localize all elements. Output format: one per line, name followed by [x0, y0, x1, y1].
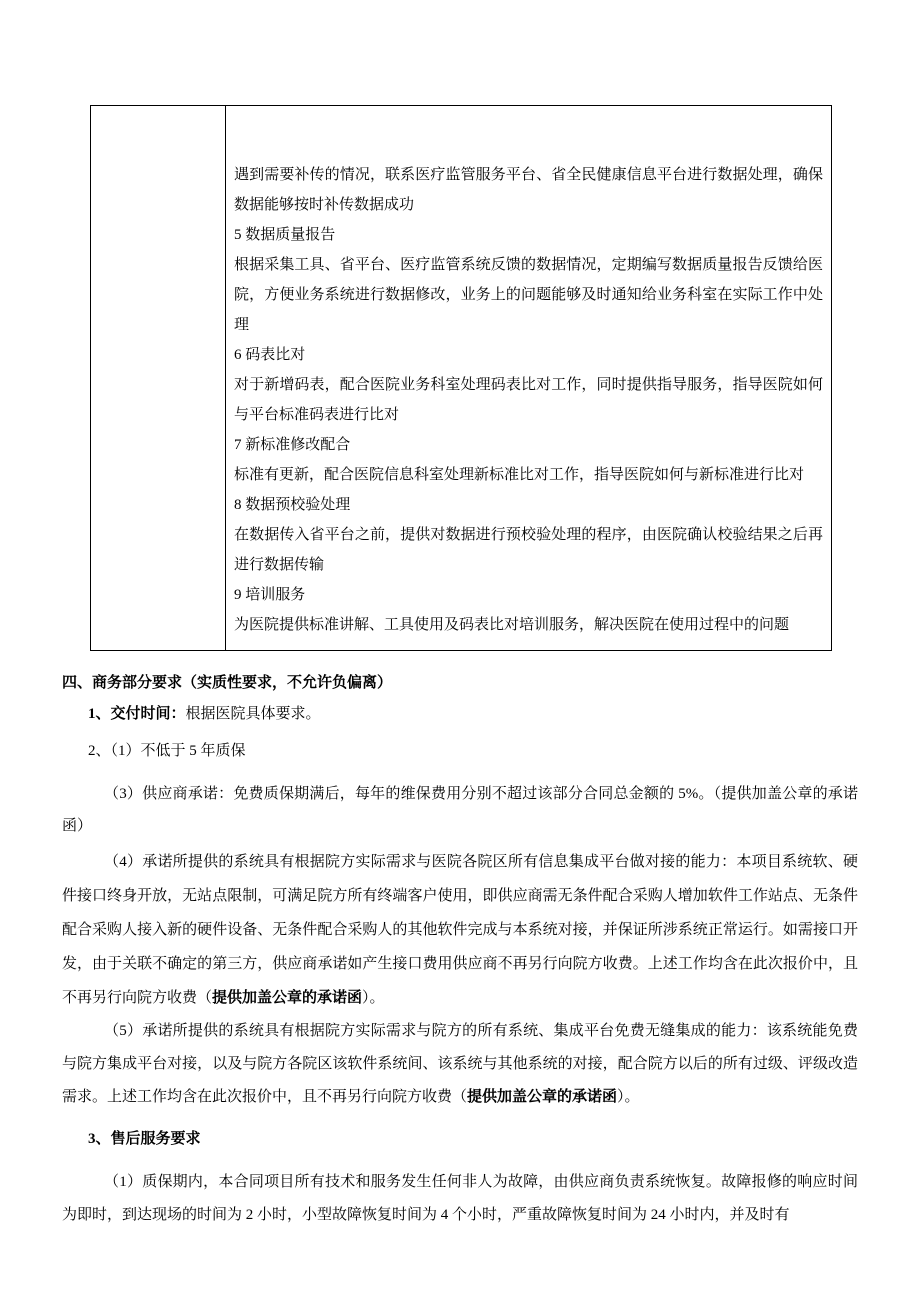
paragraph-5 [62, 1015, 858, 1114]
paragraph-4-bold-commitment: 提供加盖公章的承诺函 [212, 990, 363, 1006]
delivery-time-item [62, 699, 858, 729]
section-heading-commercial: 四、商务部分要求（实质性要求，不允许负偏离） [62, 675, 393, 691]
paragraph-4 [62, 845, 858, 1015]
delivery-time-text: 根据医院具体要求。 [185, 706, 321, 722]
paragraph-4-tail: ）。 [362, 990, 385, 1006]
table-cell-content [226, 106, 832, 651]
paragraph-5-bold-commitment: 提供加盖公章的承诺函 [467, 1089, 618, 1105]
table-item-heading: 9 培训服务 [234, 587, 306, 603]
table-cell-empty [91, 106, 226, 651]
table-item-heading: 8 数据预校验处理 [234, 497, 351, 513]
table-item-heading: 5 数据质量报告 [234, 227, 336, 243]
aftersales-paragraph-1: （1）质保期内，本合同项目所有技术和服务发生任何非人为故障，由供应商负责系统恢复。故障报修的响应时间为即时，到达现场的时间为 2 小时，小型故障恢复时间为 4 个小时，严重故障恢复时间为 24 小时内，并及时有 [62, 1174, 858, 1223]
table-item-heading: 7 新标准修改配合 [234, 437, 351, 453]
paragraph-3: （3）供应商承诺：免费质保期满后，每年的维保费用分别不超过该部分合同总金额的 5%。（提供加盖公章的承诺函） [62, 786, 858, 834]
delivery-time-label: 1、交付时间： [88, 706, 186, 722]
table-row [91, 106, 832, 651]
service-items-table [90, 105, 832, 651]
commercial-requirements-section [62, 670, 858, 1232]
paragraph-4-text: （4）承诺所提供的系统具有根据院方实际需求与医院各院区所有信息集成平台做对接的能力：本项目系统软、硬件接口终身开放，无站点限制，可满足院方所有终端客户使用，即供应商需无条件配合采购人增加软件工作站点、无条件配合采购人接入新的硬件设备、无条件配合采购人的其他软件完成与本系统对接，并保证所涉系统正常运行。如需接口开发，由于关联不确定的第三方，供应商承诺如产生接口费用供应商不再另行向院方收费。上述工作均含在此次报价中，且不再另行向院方收费（ [62, 854, 858, 1006]
paragraph-5-tail: ）。 [617, 1089, 640, 1105]
paragraph-5-text: （5）承诺所提供的系统具有根据院方实际需求与院方的所有系统、集成平台免费无缝集成的能力：该系统能免费与院方集成平台对接，以及与院方各院区该软件系统间、该系统与其他系统的对接，配合院方以后的所有过级、评级改造需求。上述工作均含在此次报价中，且不再另行向院方收费（ [62, 1023, 858, 1105]
table-paragraph: 为医院提供标准讲解、工具使用及码表比对培训服务，解决医院在使用过程中的问题 [234, 617, 790, 633]
table-paragraph: 在数据传入省平台之前，提供对数据进行预校验处理的程序，由医院确认校验结果之后再进行数据传输 [234, 527, 823, 573]
table-paragraph: 遇到需要补传的情况，联系医疗监管服务平台、省全民健康信息平台进行数据处理，确保数据能够按时补传数据成功 [234, 167, 823, 213]
warranty-item: 2、（1）不低于 5 年质保 [88, 743, 246, 759]
table-paragraph: 根据采集工具、省平台、医疗监管系统反馈的数据情况，定期编写数据质量报告反馈给医院，方便业务系统进行数据修改，业务上的问题能够及时通知给业务科室在实际工作中处理 [234, 257, 823, 333]
table-item-heading: 6 码表比对 [234, 347, 306, 363]
table-paragraph: 标准有更新，配合医院信息科室处理新标准比对工作，指导医院如何与新标准进行比对 [234, 467, 805, 483]
section-heading-aftersales: 3、售后服务要求 [88, 1131, 201, 1147]
table-paragraph: 对于新增码表，配合医院业务科室处理码表比对工作，同时提供指导服务，指导医院如何与平台标准码表进行比对 [234, 377, 823, 423]
